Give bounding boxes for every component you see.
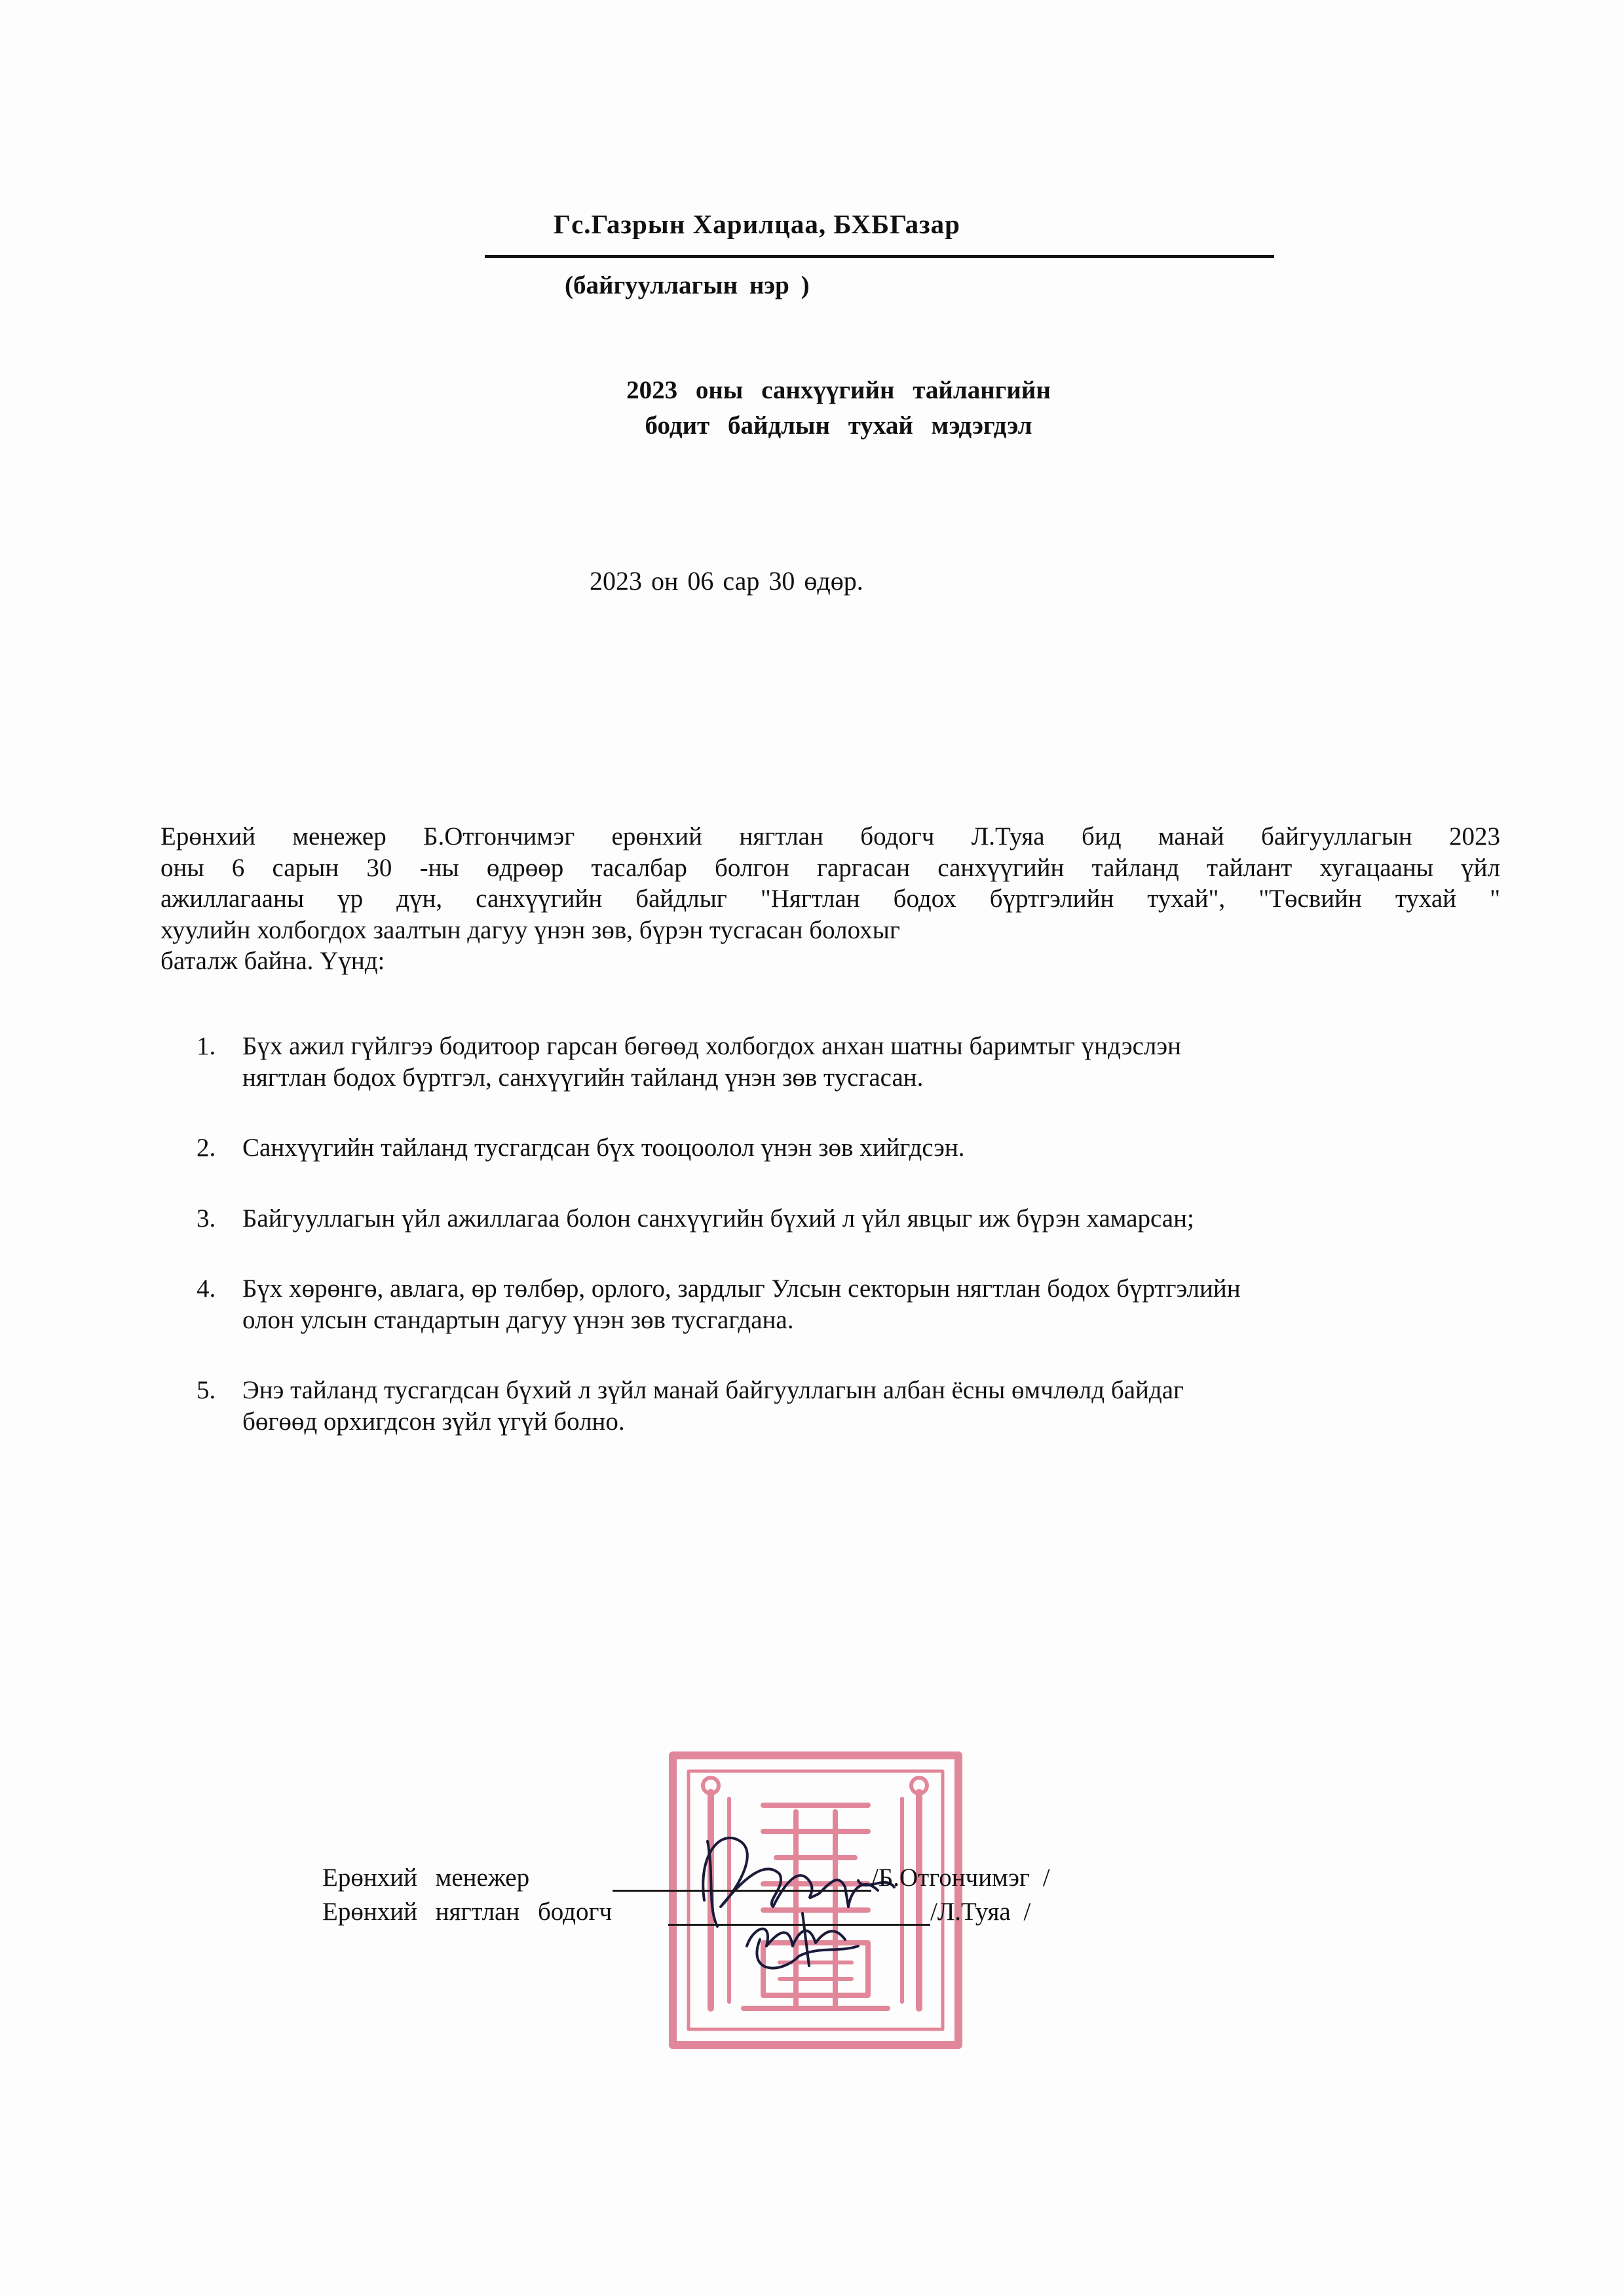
document-title-line-1: 2023 оны санхүүгийн тайлангийн: [626, 376, 1051, 404]
list-item-line: нягтлан бодох бүртгэл, санхүүгийн тайланд үнэн зөв тусгасан.: [242, 1063, 924, 1092]
handwritten-signature: [668, 1815, 956, 1999]
intro-line: оны 6 сарын 30 -ны өдрөөр тасалбар болгон гаргасан санхүүгийн тайланд тайлант хугацааны үйл: [161, 853, 1500, 882]
document-date: 2023 он 06 сар 30 өдөр.: [590, 566, 863, 596]
list-item-number: 3.: [197, 1204, 216, 1233]
list-item-line: Бүх ажил гүйлгээ бодитоор гарсан бөгөөд холбогдох анхан шатны баримтыг үндэслэн: [242, 1032, 1181, 1060]
list-item-line: Байгууллагын үйл ажиллагаа болон санхүүгийн бүхий л үйл явцыг иж бүрэн хамарсан;: [242, 1204, 1194, 1233]
signatory-role: Ерөнхий менежер: [322, 1864, 530, 1892]
intro-line: хуулийн холбогдох заалтын дагуу үнэн зөв, бүрэн тусгасан болохыг: [161, 915, 900, 944]
signatory-name: /Б.Отгончимэг /: [871, 1864, 1050, 1892]
list-item: [161, 1031, 1471, 1093]
list-item-number: 5.: [197, 1376, 216, 1405]
signature-row-accountant: [322, 1897, 612, 1926]
list-item: [161, 1132, 1471, 1164]
signatory-name: /Л.Туяа /: [930, 1898, 1031, 1926]
organization-underline: [485, 255, 1274, 258]
list-item-line: олон улсын стандартын дагуу үнэн зөв тусгагдана.: [242, 1305, 794, 1334]
list-item: [161, 1375, 1471, 1437]
signatory-role: Ерөнхий нягтлан бодогч: [322, 1898, 613, 1926]
statement-list: [161, 1031, 1471, 1438]
organization-name: Гс.Газрын Харилцаа, БХБГазар: [554, 209, 960, 239]
signature-line-manager: [613, 1890, 871, 1892]
list-item-number: 4.: [197, 1274, 216, 1303]
list-item-number: 2.: [197, 1134, 216, 1162]
intro-line: ажиллагааны үр дүн, санхүүгийн байдлыг "Нягтлан бодох бүртгэлийн тухай", "Төсвийн тухай ": [161, 885, 1500, 913]
list-item-line: бөгөөд орхигдсон зүйл үгүй болно.: [242, 1407, 625, 1436]
intro-paragraph: [161, 821, 1500, 977]
intro-line: Ерөнхий менежер Б.Отгончимэг ерөнхий нягтлан бодогч Л.Туяа бид манай байгууллагын 2023: [161, 822, 1500, 851]
document-title-line-2: бодит байдлын тухай мэдэгдэл: [645, 411, 1032, 440]
list-item-line: Санхүүгийн тайланд тусгагдсан бүх тооцоолол үнэн зөв хийгдсэн.: [242, 1134, 965, 1162]
intro-line: баталж байна. Үүнд:: [161, 947, 385, 976]
list-item: [161, 1273, 1471, 1335]
organization-caption: (байгууллагын нэр ): [565, 271, 810, 299]
signature-line-accountant: [668, 1924, 930, 1926]
signature-row-manager: [322, 1863, 529, 1892]
list-item: [161, 1203, 1471, 1234]
list-item-number: 1.: [197, 1032, 216, 1060]
list-item-line: Энэ тайланд тусгагдсан бүхий л зүйл манай байгууллагын албан ёсны өмчлөлд байдаг: [242, 1376, 1184, 1405]
list-item-line: Бүх хөрөнгө, авлага, өр төлбөр, орлого, зардлыг Улсын секторын нягтлан бодох бүртгэлийн: [242, 1274, 1241, 1303]
